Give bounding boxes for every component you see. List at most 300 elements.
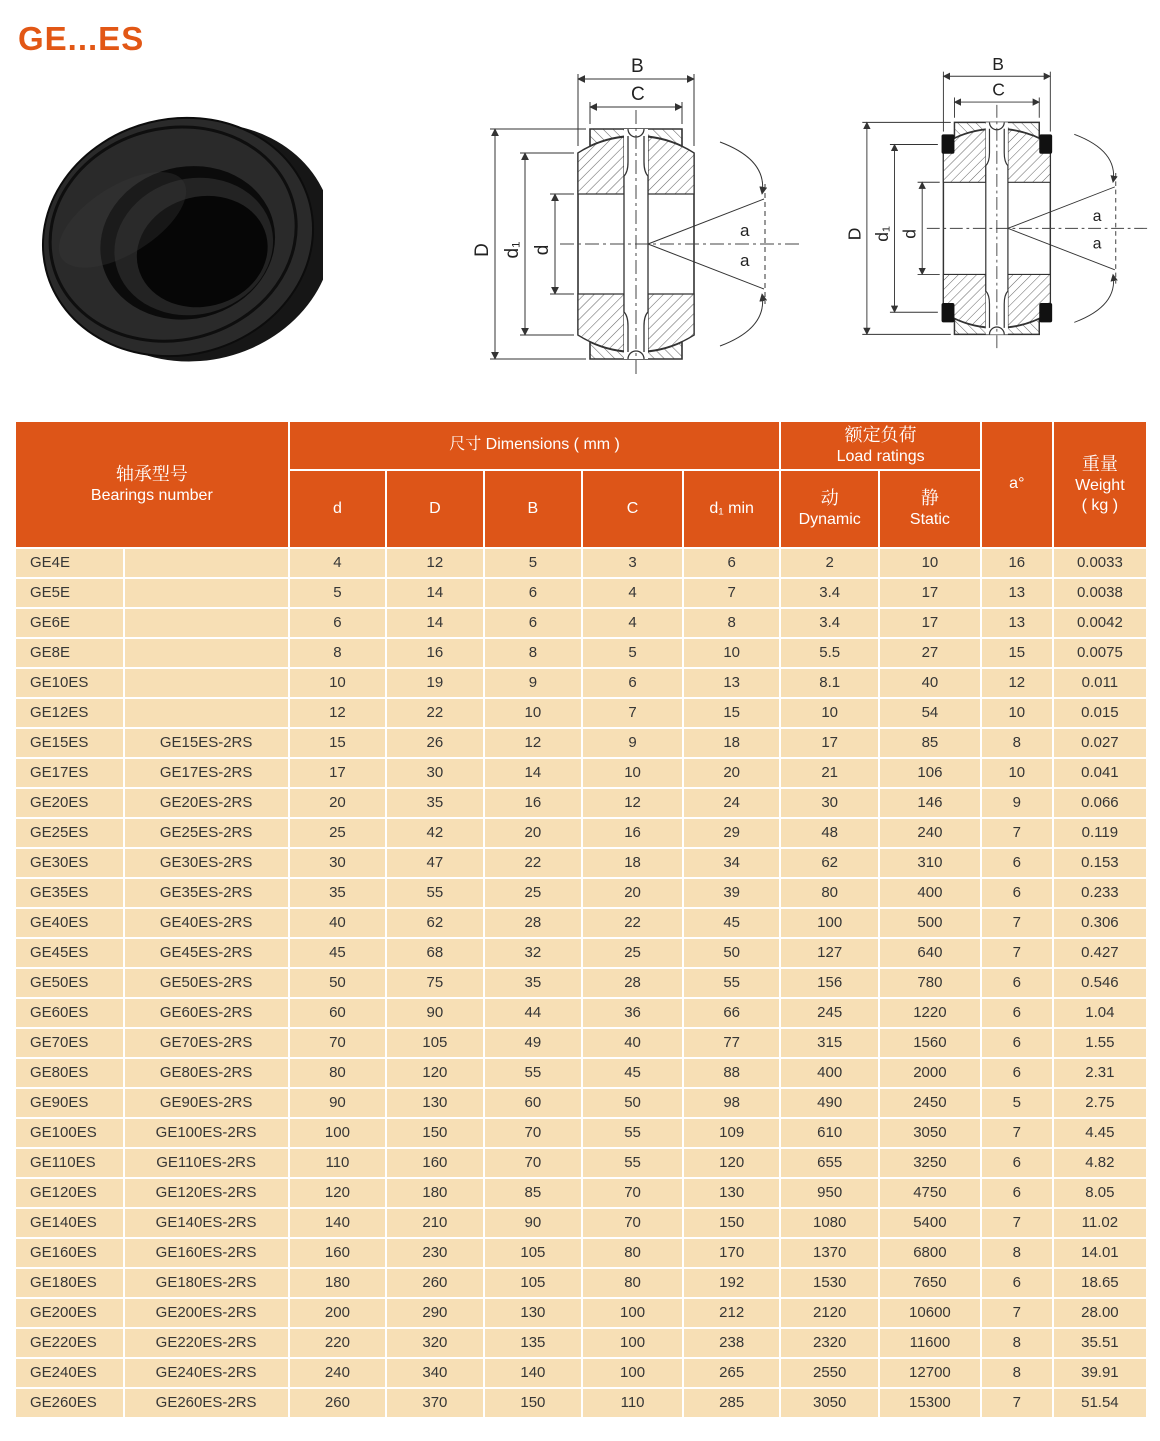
cell-d1min: 18 — [684, 729, 779, 757]
table-row — [16, 1149, 1146, 1177]
dim-label-C: C — [992, 79, 1005, 100]
cell-angle-a: 6 — [982, 1149, 1052, 1177]
cell-static-load: 310 — [880, 849, 980, 877]
cell-d1min: 8 — [684, 609, 779, 637]
table-row — [16, 789, 1146, 817]
cell-bearing-number: GE70ES — [16, 1029, 123, 1057]
cell-bearing-number-2rs: GE140ES-2RS — [125, 1209, 288, 1237]
cell-angle-a: 10 — [982, 699, 1052, 727]
cell-D: 22 — [387, 699, 482, 727]
cell-bearing-number-2rs — [125, 669, 288, 697]
cell-bearing-number: GE6E — [16, 609, 123, 637]
cell-bearing-number: GE220ES — [16, 1329, 123, 1357]
cell-D: 16 — [387, 639, 482, 667]
header-col-D: D — [387, 471, 482, 547]
cell-d1min: 238 — [684, 1329, 779, 1357]
bearing-spec-table — [14, 420, 1148, 1419]
cell-dynamic-load: 2320 — [781, 1329, 878, 1357]
cell-B: 60 — [485, 1089, 582, 1117]
table-row — [16, 1119, 1146, 1147]
cell-dynamic-load: 30 — [781, 789, 878, 817]
cell-weight: 8.05 — [1054, 1179, 1146, 1207]
cell-bearing-number-2rs: GE260ES-2RS — [125, 1389, 288, 1417]
dim-label-d: d — [532, 244, 553, 256]
cell-angle-a: 10 — [982, 759, 1052, 787]
cell-dynamic-load: 156 — [781, 969, 878, 997]
header-col-dynamic: 动 Dynamic — [781, 471, 878, 547]
cell-static-load: 10 — [880, 549, 980, 577]
header-weight — [1054, 422, 1146, 547]
header-weight-zh: 重量 — [1081, 454, 1118, 474]
cell-d1min: 120 — [684, 1149, 779, 1177]
cell-angle-a: 6 — [982, 1029, 1052, 1057]
cell-bearing-number: GE20ES — [16, 789, 123, 817]
cell-dynamic-load: 245 — [781, 999, 878, 1027]
cell-d: 8 — [290, 639, 385, 667]
cell-d: 25 — [290, 819, 385, 847]
cell-bearing-number-2rs: GE180ES-2RS — [125, 1269, 288, 1297]
cell-static-load: 11600 — [880, 1329, 980, 1357]
cell-D: 30 — [387, 759, 482, 787]
header-dimensions-label: 尺寸 Dimensions ( mm ) — [449, 436, 620, 454]
cell-bearing-number-2rs: GE70ES-2RS — [125, 1029, 288, 1057]
cell-d: 30 — [290, 849, 385, 877]
cell-static-load: 40 — [880, 669, 980, 697]
cell-C: 28 — [583, 969, 682, 997]
cell-B: 90 — [485, 1209, 582, 1237]
cell-C: 25 — [583, 939, 682, 967]
cell-D: 180 — [387, 1179, 482, 1207]
cell-D: 35 — [387, 789, 482, 817]
cell-bearing-number-2rs: GE100ES-2RS — [125, 1119, 288, 1147]
cell-bearing-number-2rs: GE17ES-2RS — [125, 759, 288, 787]
cell-C: 50 — [583, 1089, 682, 1117]
table-row — [16, 1059, 1146, 1087]
cell-C: 70 — [583, 1179, 682, 1207]
cell-d1min: 55 — [684, 969, 779, 997]
cell-C: 5 — [583, 639, 682, 667]
cell-bearing-number: GE4E — [16, 549, 123, 577]
cell-D: 47 — [387, 849, 482, 877]
cell-dynamic-load: 8.1 — [781, 669, 878, 697]
header-col-B: B — [485, 471, 582, 547]
cell-bearing-number-2rs — [125, 699, 288, 727]
cell-C: 100 — [583, 1359, 682, 1387]
cell-bearing-number-2rs: GE200ES-2RS — [125, 1299, 288, 1327]
cell-B: 140 — [485, 1359, 582, 1387]
cell-dynamic-load: 2 — [781, 549, 878, 577]
cell-D: 19 — [387, 669, 482, 697]
cell-C: 18 — [583, 849, 682, 877]
cell-d: 180 — [290, 1269, 385, 1297]
cell-B: 135 — [485, 1329, 582, 1357]
cell-bearing-number-2rs: GE110ES-2RS — [125, 1149, 288, 1177]
cell-weight: 51.54 — [1054, 1389, 1146, 1417]
cell-d: 6 — [290, 609, 385, 637]
cell-d1min: 39 — [684, 879, 779, 907]
cell-bearing-number: GE260ES — [16, 1389, 123, 1417]
cell-D: 14 — [387, 609, 482, 637]
cell-weight: 0.0033 — [1054, 549, 1146, 577]
table-row — [16, 1209, 1146, 1237]
cell-C: 40 — [583, 1029, 682, 1057]
cell-weight: 0.0075 — [1054, 639, 1146, 667]
cell-B: 49 — [485, 1029, 582, 1057]
cell-static-load: 5400 — [880, 1209, 980, 1237]
header-col-static: 静 Static — [880, 471, 980, 547]
cell-D: 12 — [387, 549, 482, 577]
cell-static-load: 17 — [880, 579, 980, 607]
cell-static-load: 4750 — [880, 1179, 980, 1207]
cell-D: 290 — [387, 1299, 482, 1327]
cell-bearing-number-2rs: GE80ES-2RS — [125, 1059, 288, 1087]
angle-label-a-upper: a — [1092, 207, 1102, 225]
cell-C: 55 — [583, 1149, 682, 1177]
cell-d: 5 — [290, 579, 385, 607]
table-row — [16, 549, 1146, 577]
cell-angle-a: 16 — [982, 549, 1052, 577]
angle-label-a-lower: a — [1092, 235, 1102, 253]
cell-weight: 14.01 — [1054, 1239, 1146, 1267]
cell-angle-a: 12 — [982, 669, 1052, 697]
cell-static-load: 12700 — [880, 1359, 980, 1387]
cell-static-load: 3250 — [880, 1149, 980, 1177]
cell-angle-a: 7 — [982, 909, 1052, 937]
table-row — [16, 1179, 1146, 1207]
cell-D: 210 — [387, 1209, 482, 1237]
cell-bearing-number: GE100ES — [16, 1119, 123, 1147]
table-row — [16, 1089, 1146, 1117]
sealed-bearing-diagram — [842, 44, 1160, 379]
cell-d1min: 170 — [684, 1239, 779, 1267]
cell-d: 140 — [290, 1209, 385, 1237]
cell-d1min: 15 — [684, 699, 779, 727]
cell-C: 10 — [583, 759, 682, 787]
cell-C: 80 — [583, 1239, 682, 1267]
dim-label-C: C — [631, 84, 645, 105]
cell-dynamic-load: 127 — [781, 939, 878, 967]
cell-static-load: 2000 — [880, 1059, 980, 1087]
cell-angle-a: 8 — [982, 729, 1052, 757]
cell-d1min: 285 — [684, 1389, 779, 1417]
cell-B: 25 — [485, 879, 582, 907]
cell-angle-a: 7 — [982, 1119, 1052, 1147]
cell-B: 28 — [485, 909, 582, 937]
cell-d: 70 — [290, 1029, 385, 1057]
cell-B: 105 — [485, 1239, 582, 1267]
cell-C: 100 — [583, 1329, 682, 1357]
cell-static-load: 500 — [880, 909, 980, 937]
cell-weight: 0.153 — [1054, 849, 1146, 877]
cell-dynamic-load: 62 — [781, 849, 878, 877]
cell-C: 45 — [583, 1059, 682, 1087]
cell-d1min: 77 — [684, 1029, 779, 1057]
cell-D: 260 — [387, 1269, 482, 1297]
cell-d: 240 — [290, 1359, 385, 1387]
header-bearings-number-zh: 轴承型号 — [115, 464, 188, 484]
cell-C: 3 — [583, 549, 682, 577]
cell-angle-a: 6 — [982, 849, 1052, 877]
cell-B: 5 — [485, 549, 582, 577]
table-row — [16, 879, 1146, 907]
cell-weight: 1.04 — [1054, 999, 1146, 1027]
cell-angle-a: 6 — [982, 969, 1052, 997]
cell-angle-a: 8 — [982, 1329, 1052, 1357]
table-row — [16, 729, 1146, 757]
cell-dynamic-load: 400 — [781, 1059, 878, 1087]
cell-C: 55 — [583, 1119, 682, 1147]
cell-B: 6 — [485, 609, 582, 637]
cell-d1min: 212 — [684, 1299, 779, 1327]
table-row — [16, 609, 1146, 637]
cell-D: 320 — [387, 1329, 482, 1357]
cell-d1min: 6 — [684, 549, 779, 577]
cell-C: 9 — [583, 729, 682, 757]
cell-weight: 0.066 — [1054, 789, 1146, 817]
cell-bearing-number-2rs: GE35ES-2RS — [125, 879, 288, 907]
cell-d: 20 — [290, 789, 385, 817]
cell-d1min: 34 — [684, 849, 779, 877]
cell-weight: 4.82 — [1054, 1149, 1146, 1177]
cell-D: 130 — [387, 1089, 482, 1117]
cell-d: 17 — [290, 759, 385, 787]
table-row — [16, 849, 1146, 877]
cell-B: 85 — [485, 1179, 582, 1207]
cell-angle-a: 6 — [982, 879, 1052, 907]
cell-bearing-number: GE200ES — [16, 1299, 123, 1327]
cell-C: 20 — [583, 879, 682, 907]
dim-label-D: D — [472, 243, 493, 257]
cell-weight: 0.306 — [1054, 909, 1146, 937]
cell-C: 36 — [583, 999, 682, 1027]
cell-angle-a: 13 — [982, 609, 1052, 637]
cell-bearing-number-2rs — [125, 579, 288, 607]
cell-D: 160 — [387, 1149, 482, 1177]
cell-angle-a: 6 — [982, 1179, 1052, 1207]
dim-label-d1: d₁ — [872, 226, 893, 242]
header-load-ratings-en: Load ratings — [836, 447, 925, 465]
header-dimensions-group — [290, 422, 780, 469]
cell-d1min: 150 — [684, 1209, 779, 1237]
cell-d: 80 — [290, 1059, 385, 1087]
header-col-d1min: d₁ min — [684, 471, 779, 547]
cell-B: 32 — [485, 939, 582, 967]
cell-weight: 0.041 — [1054, 759, 1146, 787]
table-row — [16, 1299, 1146, 1327]
cell-C: 70 — [583, 1209, 682, 1237]
cell-weight: 18.65 — [1054, 1269, 1146, 1297]
cell-bearing-number: GE160ES — [16, 1239, 123, 1267]
cell-d: 160 — [290, 1239, 385, 1267]
table-header — [16, 422, 1146, 547]
cell-angle-a: 6 — [982, 999, 1052, 1027]
cell-weight: 1.55 — [1054, 1029, 1146, 1057]
cell-static-load: 1560 — [880, 1029, 980, 1057]
cell-B: 105 — [485, 1269, 582, 1297]
open-bearing-diagram — [468, 44, 813, 407]
cell-D: 75 — [387, 969, 482, 997]
cell-angle-a: 7 — [982, 819, 1052, 847]
cell-bearing-number-2rs: GE220ES-2RS — [125, 1329, 288, 1357]
cell-static-load: 240 — [880, 819, 980, 847]
cell-D: 55 — [387, 879, 482, 907]
cell-B: 14 — [485, 759, 582, 787]
cell-weight: 28.00 — [1054, 1299, 1146, 1327]
cell-B: 12 — [485, 729, 582, 757]
cell-d1min: 265 — [684, 1359, 779, 1387]
cell-angle-a: 7 — [982, 1209, 1052, 1237]
cell-weight: 39.91 — [1054, 1359, 1146, 1387]
table-row — [16, 969, 1146, 997]
cell-bearing-number: GE240ES — [16, 1359, 123, 1387]
cell-bearing-number-2rs: GE30ES-2RS — [125, 849, 288, 877]
cell-dynamic-load: 950 — [781, 1179, 878, 1207]
cell-bearing-number: GE5E — [16, 579, 123, 607]
table-row — [16, 579, 1146, 607]
cell-static-load: 85 — [880, 729, 980, 757]
cell-bearing-number-2rs: GE90ES-2RS — [125, 1089, 288, 1117]
cell-D: 26 — [387, 729, 482, 757]
cell-weight: 0.427 — [1054, 939, 1146, 967]
cell-d1min: 130 — [684, 1179, 779, 1207]
cell-D: 120 — [387, 1059, 482, 1087]
cell-d1min: 45 — [684, 909, 779, 937]
cell-d1min: 7 — [684, 579, 779, 607]
cell-dynamic-load: 21 — [781, 759, 878, 787]
cell-bearing-number-2rs: GE60ES-2RS — [125, 999, 288, 1027]
cell-dynamic-load: 315 — [781, 1029, 878, 1057]
cell-weight: 0.546 — [1054, 969, 1146, 997]
cell-D: 90 — [387, 999, 482, 1027]
table-row — [16, 759, 1146, 787]
cell-angle-a: 6 — [982, 1269, 1052, 1297]
cell-D: 68 — [387, 939, 482, 967]
table-body — [16, 549, 1146, 1417]
cell-static-load: 146 — [880, 789, 980, 817]
cell-d1min: 10 — [684, 639, 779, 667]
cell-d: 100 — [290, 1119, 385, 1147]
cell-static-load: 106 — [880, 759, 980, 787]
cell-weight: 0.0038 — [1054, 579, 1146, 607]
cell-D: 370 — [387, 1389, 482, 1417]
cell-bearing-number: GE60ES — [16, 999, 123, 1027]
cell-static-load: 10600 — [880, 1299, 980, 1327]
dim-label-d: d — [899, 229, 920, 239]
header-angle-a — [982, 422, 1052, 547]
cell-bearing-number-2rs: GE25ES-2RS — [125, 819, 288, 847]
table-row — [16, 1359, 1146, 1387]
table-row — [16, 1029, 1146, 1057]
cell-static-load: 15300 — [880, 1389, 980, 1417]
cell-C: 80 — [583, 1269, 682, 1297]
cell-d1min: 24 — [684, 789, 779, 817]
dim-label-d1: d₁ — [502, 241, 523, 259]
cell-dynamic-load: 10 — [781, 699, 878, 727]
cell-C: 6 — [583, 669, 682, 697]
table-row — [16, 669, 1146, 697]
cell-B: 9 — [485, 669, 582, 697]
cell-static-load: 27 — [880, 639, 980, 667]
cell-B: 16 — [485, 789, 582, 817]
cell-bearing-number-2rs: GE20ES-2RS — [125, 789, 288, 817]
cell-d: 12 — [290, 699, 385, 727]
cell-bearing-number: GE8E — [16, 639, 123, 667]
cell-D: 340 — [387, 1359, 482, 1387]
cell-dynamic-load: 2120 — [781, 1299, 878, 1327]
cell-D: 105 — [387, 1029, 482, 1057]
cell-weight: 35.51 — [1054, 1329, 1146, 1357]
cell-angle-a: 13 — [982, 579, 1052, 607]
cell-static-load: 780 — [880, 969, 980, 997]
cell-C: 4 — [583, 579, 682, 607]
cell-bearing-number-2rs — [125, 609, 288, 637]
cell-d1min: 50 — [684, 939, 779, 967]
header-col-C: C — [583, 471, 682, 547]
header-load-ratings-group — [781, 422, 979, 469]
cell-d1min: 29 — [684, 819, 779, 847]
cell-bearing-number: GE10ES — [16, 669, 123, 697]
cell-static-load: 7650 — [880, 1269, 980, 1297]
cell-d1min: 13 — [684, 669, 779, 697]
cell-B: 70 — [485, 1119, 582, 1147]
cell-bearing-number: GE45ES — [16, 939, 123, 967]
cell-dynamic-load: 17 — [781, 729, 878, 757]
cell-B: 10 — [485, 699, 582, 727]
cell-C: 100 — [583, 1299, 682, 1327]
cell-d1min: 20 — [684, 759, 779, 787]
cell-B: 8 — [485, 639, 582, 667]
header-load-ratings-zh: 额定负荷 — [844, 425, 917, 445]
cell-d1min: 88 — [684, 1059, 779, 1087]
cell-bearing-number-2rs — [125, 549, 288, 577]
cell-C: 22 — [583, 909, 682, 937]
header-bearings-number — [16, 422, 288, 547]
cell-bearing-number: GE40ES — [16, 909, 123, 937]
cell-bearing-number-2rs: GE15ES-2RS — [125, 729, 288, 757]
cell-weight: 11.02 — [1054, 1209, 1146, 1237]
table-row — [16, 639, 1146, 667]
cell-weight: 4.45 — [1054, 1119, 1146, 1147]
cell-B: 55 — [485, 1059, 582, 1087]
cell-dynamic-load: 3050 — [781, 1389, 878, 1417]
cell-static-load: 400 — [880, 879, 980, 907]
cell-angle-a: 7 — [982, 1389, 1052, 1417]
cell-dynamic-load: 490 — [781, 1089, 878, 1117]
cell-B: 130 — [485, 1299, 582, 1327]
cell-D: 150 — [387, 1119, 482, 1147]
cell-d: 60 — [290, 999, 385, 1027]
cell-bearing-number: GE110ES — [16, 1149, 123, 1177]
cell-d: 10 — [290, 669, 385, 697]
cell-C: 16 — [583, 819, 682, 847]
cell-d: 120 — [290, 1179, 385, 1207]
header-angle-a-label: a° — [1009, 475, 1025, 493]
cell-static-load: 6800 — [880, 1239, 980, 1267]
cell-dynamic-load: 5.5 — [781, 639, 878, 667]
cell-B: 6 — [485, 579, 582, 607]
cell-static-load: 1220 — [880, 999, 980, 1027]
angle-label-a-upper: a — [740, 221, 750, 240]
cell-angle-a: 7 — [982, 939, 1052, 967]
cell-bearing-number-2rs: GE50ES-2RS — [125, 969, 288, 997]
table-row — [16, 909, 1146, 937]
table-row — [16, 1239, 1146, 1267]
cell-bearing-number: GE12ES — [16, 699, 123, 727]
cell-weight: 2.31 — [1054, 1059, 1146, 1087]
cell-d: 110 — [290, 1149, 385, 1177]
cell-weight: 0.027 — [1054, 729, 1146, 757]
cell-dynamic-load: 100 — [781, 909, 878, 937]
